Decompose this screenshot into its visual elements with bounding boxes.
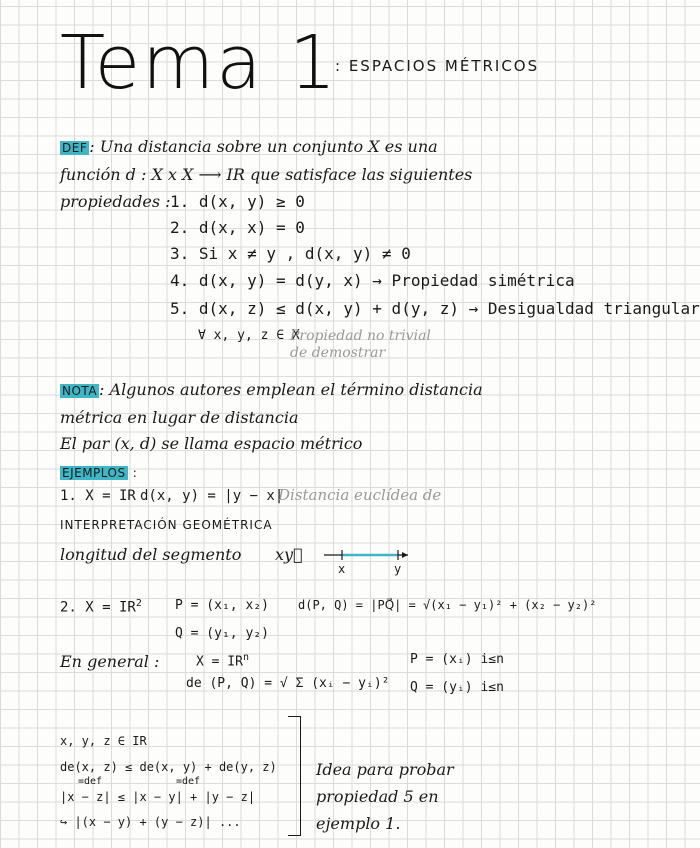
example-2-label [60, 598, 142, 616]
property-2: 2. d(x, x) = 0 [170, 218, 305, 237]
trivial-note-1: Propiedad no trivial [290, 328, 431, 344]
general-x-text: X = IR [196, 654, 243, 670]
def-text-1: : Una distancia sobre un conjunto X es una [89, 137, 438, 156]
proof-line-3: |x − z| ≤ |x − y| + |y − z| [60, 790, 256, 804]
property-5: 5. d(x, z) ≤ d(x, y) + d(y, z) → Desigualdad triangular [170, 299, 700, 318]
ejemplos-tag: EJEMPLOS [62, 466, 126, 480]
segment-vector: xy⃗ [275, 545, 303, 564]
point-p: P = (x₁, x₂) [175, 598, 269, 613]
property-1: 1. d(x, y) ≥ 0 [170, 192, 305, 211]
property-4: 4. d(x, y) = d(y, x) → Propiedad simétrica [170, 271, 575, 290]
nota-text-1: : Algunos autores emplean el término distancia [99, 380, 483, 399]
page-subtitle: : ESPACIOS MÉTRICOS [335, 57, 540, 75]
definition-line-2: función d : X x X ⟶ IR que satisface las siguientes [60, 165, 473, 184]
proof-def-1: =def [78, 776, 103, 787]
axis-label-y: y [394, 562, 402, 576]
property-3: 3. Si x ≠ y , d(x, y) ≠ 0 [170, 244, 411, 263]
example-2-sup: 2 [135, 598, 142, 609]
page-title: Tema 1 [60, 20, 339, 106]
example-1-note: Distancia euclídea de [278, 486, 442, 504]
forall-line: ∀ x, y, z ∈ X [198, 328, 300, 343]
idea-line-3: ejemplo 1. [316, 814, 401, 833]
interpretation-heading: INTERPRETACIÓN GEOMÉTRICA [60, 518, 273, 532]
ejemplos-heading [60, 462, 138, 481]
ejemplos-colon: : [132, 466, 138, 480]
segment-text: longitud del segmento [60, 545, 242, 564]
proof-line-4: ↪ |(x − y) + (y − z)| ... [60, 815, 241, 829]
general-x [196, 652, 249, 669]
nota-line-1 [60, 380, 483, 399]
general-distance: de (P, Q) = √ Σ (xᵢ − yᵢ)² [186, 676, 390, 691]
nota-line-2: métrica en lugar de distancia [60, 408, 299, 427]
nota-tag: NOTA [62, 384, 98, 398]
example-1-label: 1. X = IR [60, 488, 136, 504]
proof-def-2: =def [176, 776, 201, 787]
def-tag: DEF [62, 141, 88, 155]
proof-line-1: x, y, z ∈ IR [60, 734, 147, 748]
trivial-note-2: de demostrar [290, 345, 386, 361]
nota-line-3: El par (x, d) se llama espacio métrico [60, 434, 363, 453]
general-x-sup: n [242, 652, 249, 663]
definition-line-3: propiedades : [60, 192, 171, 211]
general-point-p: P = (xᵢ) i≤n [410, 652, 504, 667]
proof-bracket [288, 716, 301, 836]
arrow-head [402, 552, 408, 558]
proof-line-2: de(x, z) ≤ de(x, y) + de(y, z) [60, 760, 277, 774]
definition-line-1 [60, 137, 438, 156]
point-q: Q = (y₁, y₂) [175, 626, 269, 641]
axis-label-x: x [338, 562, 346, 576]
example-1-formula: d(x, y) = |y − x| [140, 488, 284, 504]
euclidean-distance-r2: d(P, Q) = |PQ⃗| = √(x₁ − y₁)² + (x₂ − y₂)² [298, 598, 597, 612]
general-label: En general : [60, 652, 160, 671]
idea-line-2: propiedad 5 en [316, 787, 439, 806]
example-2-text: 2. X = IR [60, 599, 136, 616]
general-point-q: Q = (yᵢ) i≤n [410, 680, 504, 695]
idea-line-1: Idea para probar [316, 760, 454, 779]
